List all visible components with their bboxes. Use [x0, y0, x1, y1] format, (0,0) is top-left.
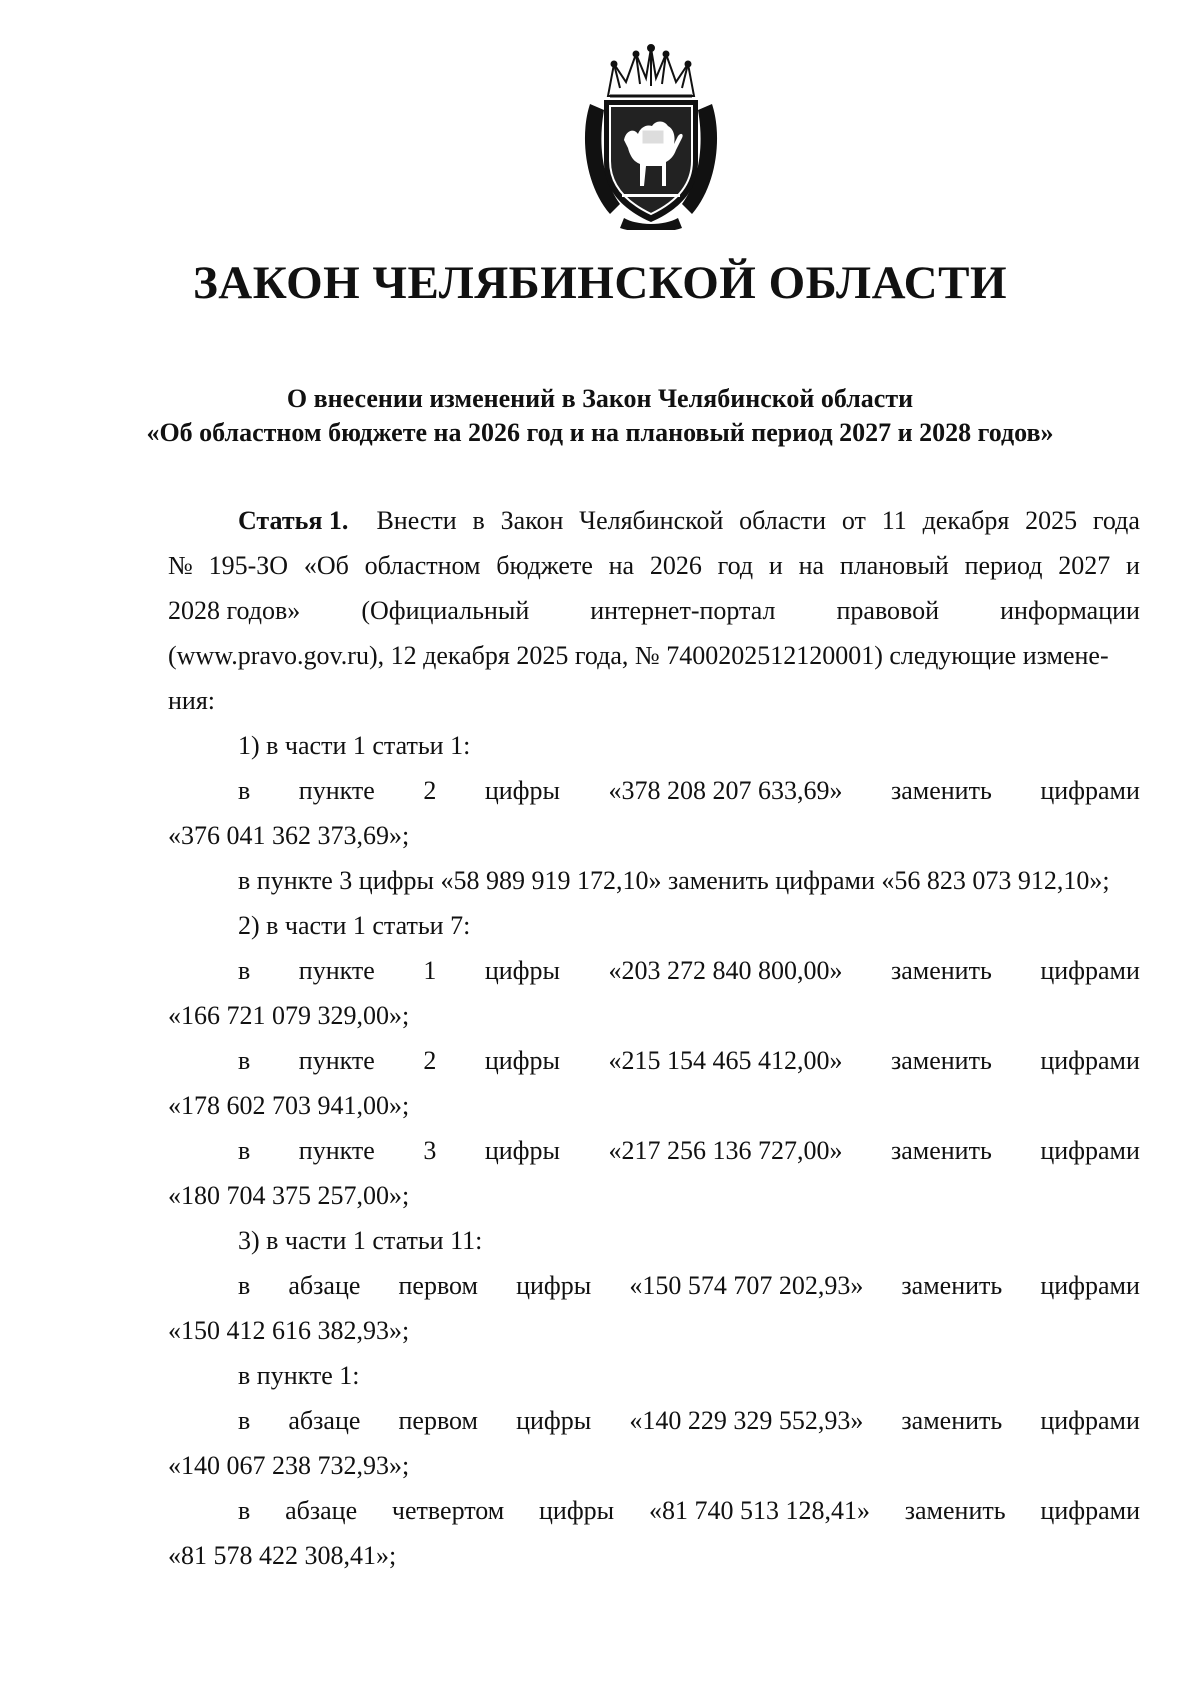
- article-1-line-3: [168, 588, 1140, 633]
- word: в: [238, 956, 251, 985]
- subtitle-line-2: «Об областном бюджете на 2026 год и на плановый период 2027 и 2028 годов»: [146, 418, 1054, 447]
- word: цифры: [539, 1496, 615, 1525]
- item-3-heading: 3) в части 1 статьи 11:: [238, 1226, 483, 1255]
- item-3-point-1-paragraph-4-new-value: «81 578 422 308,41»;: [168, 1541, 397, 1570]
- law-title: ЗАКОН ЧЕЛЯБИНСКОЙ ОБЛАСТИ: [192, 257, 1008, 309]
- item-2-point-1-new-value: «166 721 079 329,00»;: [168, 1001, 410, 1030]
- word: 2: [423, 776, 437, 805]
- word: в: [472, 506, 485, 535]
- word: заменить: [904, 1496, 1006, 1525]
- word: заменить: [901, 1406, 1003, 1435]
- item-3-point-1-heading: в пункте 1:: [238, 1361, 360, 1390]
- word: 195-ЗО: [208, 551, 289, 580]
- word: заменить: [890, 776, 992, 805]
- word: цифры: [484, 776, 560, 805]
- word: цифрами: [1040, 1271, 1140, 1300]
- word: цифры: [516, 1271, 592, 1300]
- item-3-paragraph-1-line-1: [168, 1263, 1140, 1308]
- word: плановый: [839, 551, 949, 580]
- word: Челябинской: [579, 506, 724, 535]
- word: заменить: [901, 1271, 1003, 1300]
- word: год: [717, 551, 754, 580]
- word: №: [168, 551, 193, 580]
- old-value: «203 272 840 800,00»: [608, 956, 843, 985]
- word: в: [238, 1496, 251, 1525]
- old-value: «81 740 513 128,41»: [648, 1496, 870, 1525]
- article-1-line-5: ния:: [168, 686, 216, 715]
- word: цифрами: [1040, 776, 1140, 805]
- item-3-point-1-paragraph-1-line-1: [168, 1398, 1140, 1443]
- word: абзаце: [285, 1496, 358, 1525]
- word: и: [1125, 551, 1140, 580]
- word: 2025: [1025, 506, 1078, 535]
- item-2-point-2-new-value: «178 602 703 941,00»;: [168, 1091, 410, 1120]
- word: 3: [423, 1136, 437, 1165]
- word: цифрами: [1040, 1406, 1140, 1435]
- item-1-point-2-line-1: [168, 768, 1140, 813]
- old-value: «217 256 136 727,00»: [608, 1136, 843, 1165]
- word: цифрами: [1040, 956, 1140, 985]
- old-value: «215 154 465 412,00»: [608, 1046, 843, 1075]
- item-1-heading: 1) в части 1 статьи 1:: [238, 731, 471, 760]
- word: 2026: [649, 551, 702, 580]
- old-value: «378 208 207 633,69»: [608, 776, 843, 805]
- word: 1: [423, 956, 437, 985]
- word: декабря: [922, 506, 1010, 535]
- item-1-point-3: в пункте 3 цифры «58 989 919 172,10» заменить цифрами «56 823 073 912,10»;: [238, 866, 1110, 895]
- item-3-point-1-paragraph-4-line-1: [168, 1488, 1140, 1533]
- word: абзаце: [288, 1271, 361, 1300]
- article-1-line-2: [168, 543, 1140, 588]
- word: абзаце: [288, 1406, 361, 1435]
- word: «Об: [303, 551, 349, 580]
- word: 2: [423, 1046, 437, 1075]
- word: (Официальный: [361, 596, 530, 625]
- word: на: [608, 551, 635, 580]
- word: заменить: [890, 956, 992, 985]
- article-1-label: Статья 1.: [238, 506, 349, 535]
- word: пункте: [298, 956, 375, 985]
- word: пункте: [298, 776, 375, 805]
- law-subtitle: [0, 382, 1200, 450]
- word: областном: [364, 551, 481, 580]
- word: в: [238, 1406, 251, 1435]
- word: интернет-портал: [590, 596, 776, 625]
- chelyabinsk-coat-of-arms-icon: [580, 44, 722, 230]
- word: Закон: [500, 506, 564, 535]
- item-2-point-2-line-1: [168, 1038, 1140, 1083]
- word: цифрами: [1040, 1046, 1140, 1075]
- word: цифры: [484, 1136, 560, 1165]
- word: информации: [1000, 596, 1140, 625]
- word: пункте: [298, 1136, 375, 1165]
- item-2-point-3-new-value: «180 704 375 257,00»;: [168, 1181, 410, 1210]
- word: цифрами: [1040, 1496, 1140, 1525]
- word: от: [841, 506, 866, 535]
- word: заменить: [890, 1136, 992, 1165]
- word: первом: [398, 1271, 478, 1300]
- word: период: [964, 551, 1043, 580]
- item-2-point-3-line-1: [168, 1128, 1140, 1173]
- item-1-point-2-new-value: «376 041 362 373,69»;: [168, 821, 410, 850]
- old-value: «140 229 329 552,93»: [629, 1406, 864, 1435]
- word: четвертом: [391, 1496, 505, 1525]
- word: цифрами: [1040, 1136, 1140, 1165]
- word: цифры: [484, 1046, 560, 1075]
- article-1-line-4: (www.pravo.gov.ru), 12 декабря 2025 года, № 7400202512120001) следующие измене-: [168, 641, 1109, 670]
- word: в: [238, 776, 251, 805]
- word: цифры: [484, 956, 560, 985]
- article-1-line-1: [168, 498, 1140, 543]
- article-1-words-1: [376, 498, 1140, 543]
- word: на: [798, 551, 825, 580]
- law-body: [168, 498, 1140, 1578]
- item-3-point-1-paragraph-1-new-value: «140 067 238 732,93»;: [168, 1451, 410, 1480]
- word: года: [1092, 506, 1140, 535]
- item-3-paragraph-1-new-value: «150 412 616 382,93»;: [168, 1316, 410, 1345]
- word: в: [238, 1136, 251, 1165]
- word: в: [238, 1271, 251, 1300]
- word: заменить: [890, 1046, 992, 1075]
- word: первом: [398, 1406, 478, 1435]
- word: пункте: [298, 1046, 375, 1075]
- word: правовой: [836, 596, 940, 625]
- word: 11: [881, 506, 907, 535]
- word: Внести: [376, 506, 457, 535]
- word: 2028 годов»: [168, 596, 301, 625]
- word: бюджете: [496, 551, 593, 580]
- word: в: [238, 1046, 251, 1075]
- old-value: «150 574 707 202,93»: [629, 1271, 864, 1300]
- subtitle-line-1: О внесении изменений в Закон Челябинской области: [286, 384, 914, 413]
- word: 2027: [1058, 551, 1111, 580]
- word: цифры: [516, 1406, 592, 1435]
- word: и: [768, 551, 783, 580]
- item-2-point-1-line-1: [168, 948, 1140, 993]
- item-2-heading: 2) в части 1 статьи 7:: [238, 911, 471, 940]
- word: области: [739, 506, 827, 535]
